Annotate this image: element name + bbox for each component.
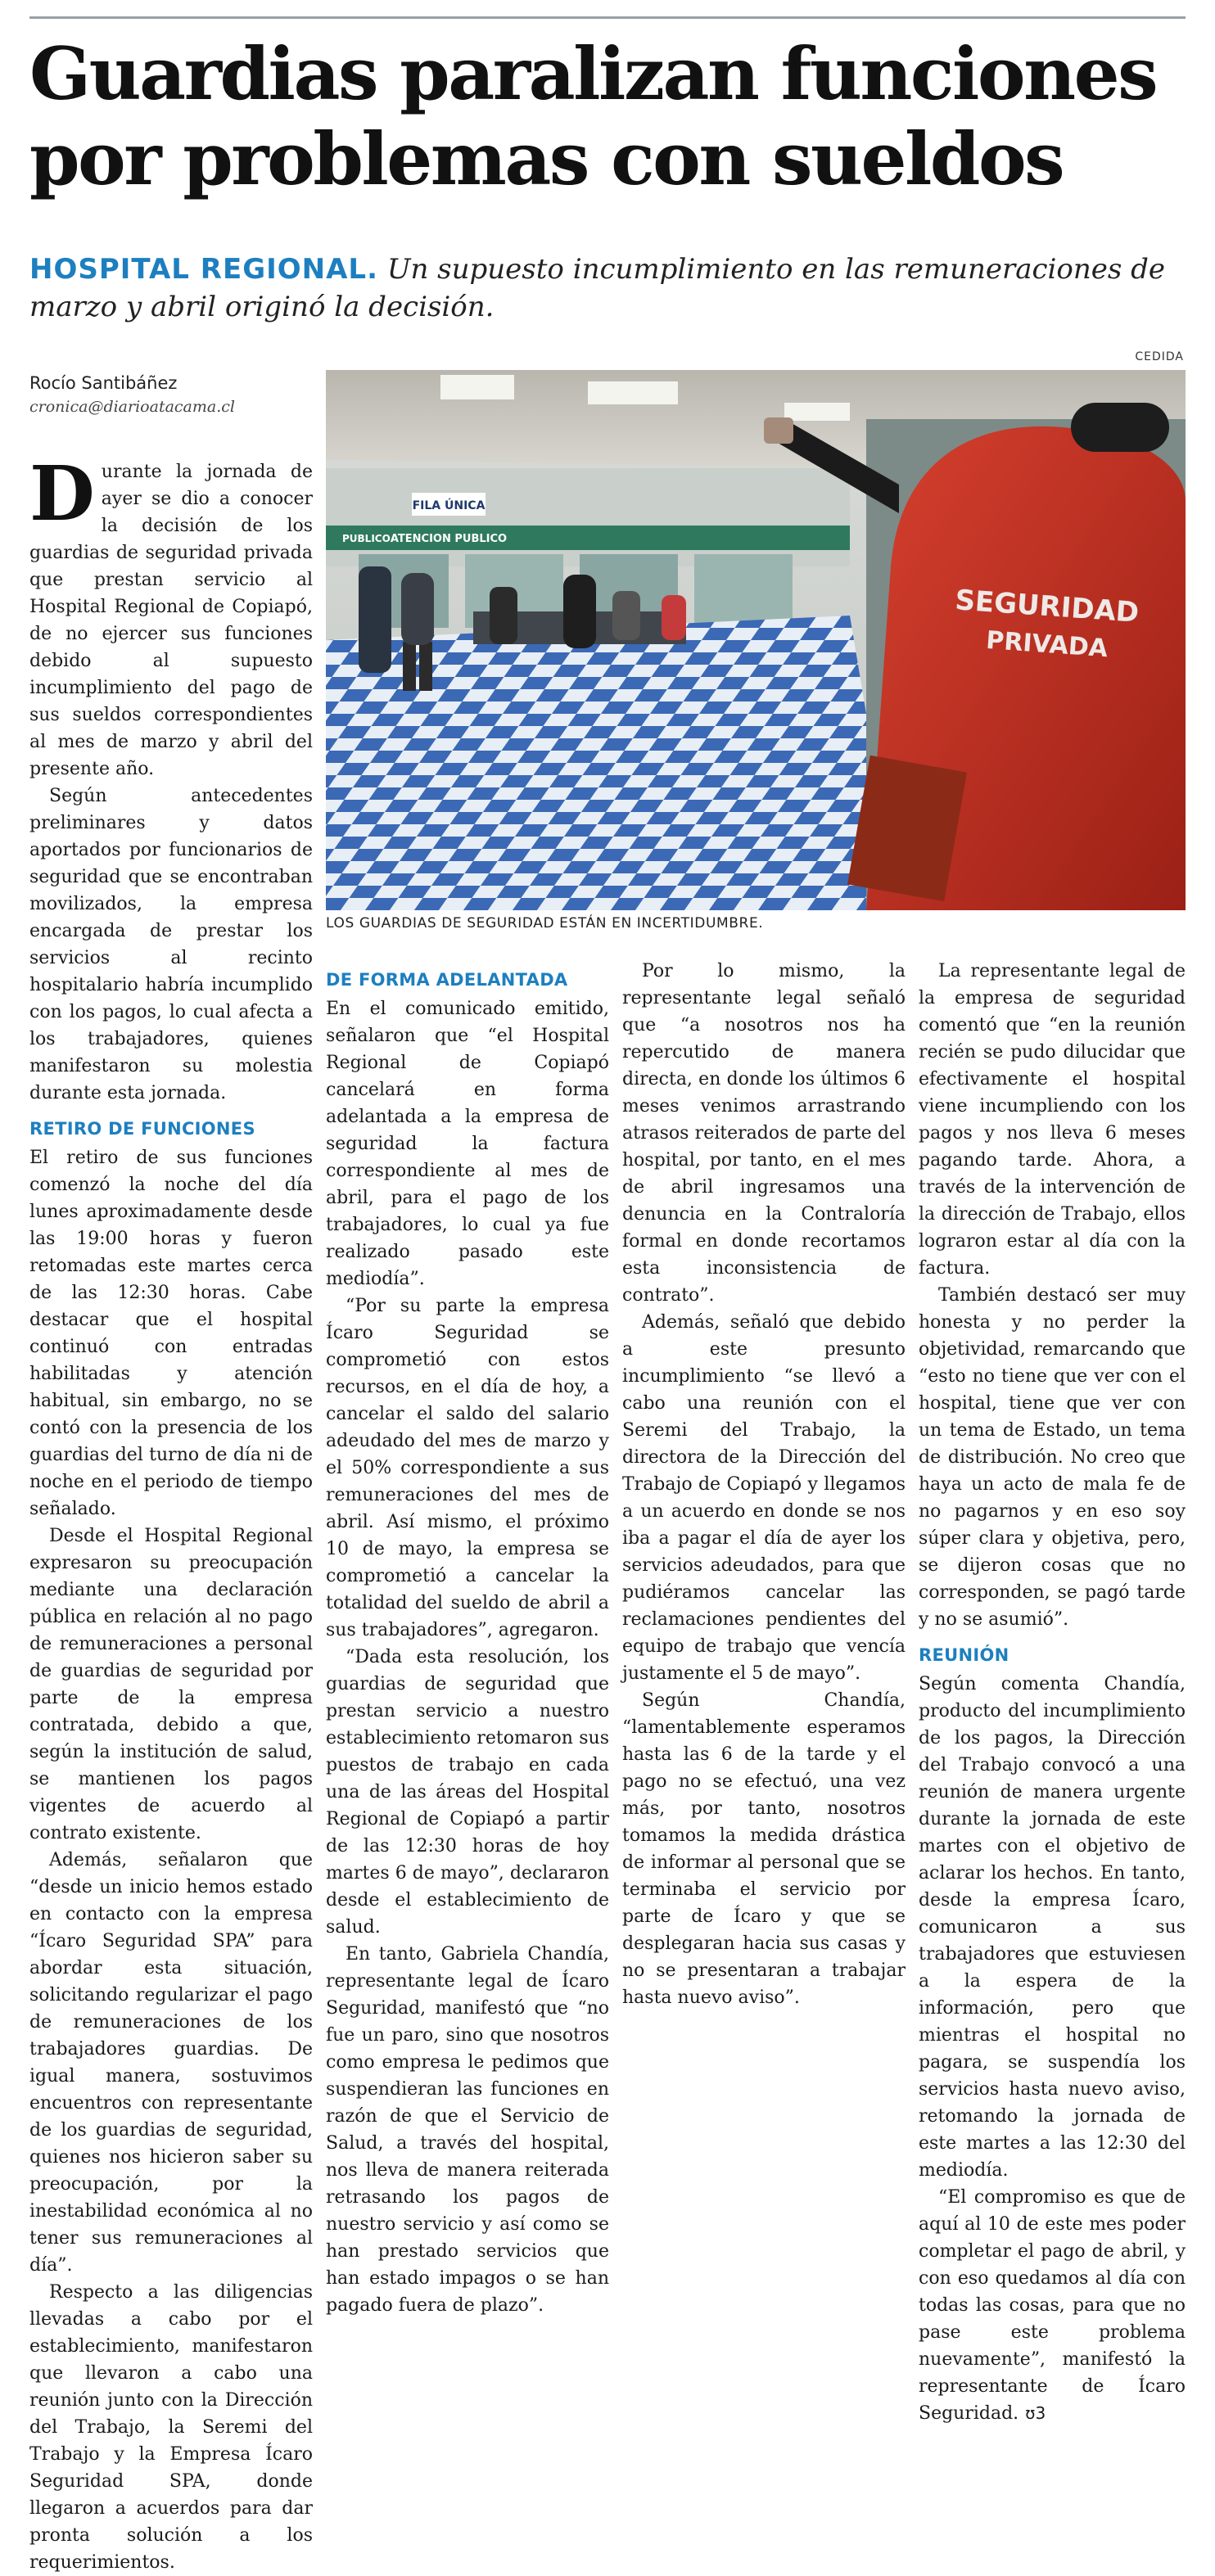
paragraph-12: Además, señaló que debido a este presunto incumplimiento “se llevó a cabo una reunión con el Seremi del Trabajo, la directora de la Dirección del Trabajo de Copiapó y llegamos a un acuerdo en donde se nos iba a pagar el día de ayer los servicios adeudados, para que pudiéramos cancelar las reclamaciones pendientes del equipo de trabajo que vencía justamente el 5 de mayo”. xyxy=(622,1312,906,1684)
paragraph-11: Por lo mismo, la representante legal señaló que “a nosotros nos ha repercutido de manera directa, en donde los últimos 6 meses venimos arrastrando atrasos reiterados de parte del hospital, por tanto, en el mes de abril ingresamos una denuncia en la Contraloría formal en donde recortamos esta inconsistencia de contrato”. xyxy=(622,961,906,1306)
end-mark-icon: ʊ3 xyxy=(1025,2403,1046,2423)
lead-paragraph xyxy=(29,449,313,783)
paragraph-16: Según comenta Chandía, producto del incumplimiento de los pagos, la Dirección del Trabajo convocó a una reunión de manera urgente durante la jornada de este martes con el objetivo de aclarar los hechos. En tanto, desde la empresa Ícaro, comunicaron a sus trabajadores que estuviesen a la espera de la información, pero que mientras el hospital no pagara, se suspendía los servicios hasta nuevo aviso, retomando la jornada de este martes a las 12:30 del mediodía. xyxy=(919,1674,1186,2181)
author-email: cronica@diarioatacama.cl xyxy=(29,398,235,416)
paragraph-15: También destacó ser muy honesta y no perder la objetividad, remarcando que “esto no tiene que ver con el hospital, tiene que ver con un tema de Estado, un tema de distribución. No creo que haya un acto de mala fe de no pagarnos y en eso soy súper clara y objetiva, pero, se dijeron cosas que no corresponden, se pagó tarde y no se asumió”. xyxy=(919,1285,1186,1630)
deck: Un supuesto incumplimiento en las remuneraciones de marzo y abril originó la decisión. xyxy=(29,253,1166,323)
subheadline xyxy=(29,250,1192,326)
paragraph-7: En el comunicado emitido, señalaron que “el Hospital Regional de Copiapó cancelará en forma adelantada a la empresa de seguridad la factura correspondiente al mes de abril, para el pago de los trabajadores, lo cual ya fue realizado pasado este mediodía”. xyxy=(326,999,609,1289)
byline xyxy=(29,373,308,416)
vest-text-line2: PRIVADA xyxy=(985,625,1109,664)
paragraph-8: “Por su parte la empresa Ícaro Seguridad se comprometió con estos recursos, en el día de hoy, a cancelar el saldo del salario adeudado del mes de marzo y el 50% correspondiente a sus remuneraciones del mes de abril. Así mismo, el próximo 10 de mayo, la empresa se comprometió a cancelar la totalidad del sueldo de abril a sus trabajadores”, agregaron. xyxy=(326,1296,609,1640)
column-3 xyxy=(622,958,906,2011)
photo-sign-atencion: ATENCION PUBLICO xyxy=(390,533,508,545)
subheading-adelantada: DE FORMA ADELANTADA xyxy=(326,970,568,990)
paragraph-2: Según antecedentes preliminares y datos aportados por funcionarios de seguridad que se encontraban movilizados, la empresa encargada de prestar los servicios al recinto hospitalario habría incumplido con los pagos, lo cual afecta a los trabajadores, quienes manifestaron su molestia durante esta jornada. xyxy=(29,786,313,1103)
photo-illustration xyxy=(326,370,1186,910)
vest-text-line1: SEGURIDAD xyxy=(954,584,1140,629)
photo-caption: LOS GUARDIAS DE SEGURIDAD ESTÁN EN INCERTIDUMBRE. xyxy=(326,915,764,932)
paragraph-14: La representante legal de la empresa de seguridad comentó que “en la reunión recién se pudo dilucidar que efectivamente el hospital viene incumpliendo con los pagos y nos lleva 6 meses pagando tarde. Ahora, a través de la intervención de la dirección de Trabajo, ellos lograron estar al día con la factura. xyxy=(919,961,1186,1279)
photo-sign-publico: PUBLICO xyxy=(342,533,391,544)
subheading-reunion: REUNIÓN xyxy=(919,1645,1009,1665)
subheading-retiro: RETIRO DE FUNCIONES xyxy=(29,1119,255,1139)
paragraph-17 xyxy=(919,2184,1186,2427)
photo-credit: CEDIDA xyxy=(1135,350,1184,363)
paragraph-9: “Dada esta resolución, los guardias de seguridad que prestan servicio a nuestro establecimiento retomaron sus puestos de trabajo en cada una de las áreas del Hospital Regional de Copiapó a partir de las 12:30 horas de hoy martes 6 de mayo”, declararon desde el establecimiento de salud. xyxy=(326,1647,609,1938)
paragraph-13: Según Chandía, “lamentablemente esperamos hasta las 6 de la tarde y el pago no se efectuó, una vez más, por tanto, nosotros tomamos la medida drástica de informar al personal que se terminaba el servicio por parte de Ícaro y que se desplegaran hacia sus casas y no se presentaran a trabajar hasta nuevo aviso”. xyxy=(622,1690,906,2008)
author-name: Rocío Santibáñez xyxy=(29,373,178,393)
lead-text: urante la jornada de ayer se dio a conocer la decisión de los guardias de seguridad privada que prestan servicio al Hospital Regional de Copiapó, de no ejercer sus funciones debido al supuesto incumplimiento del pago de sus sueldos correspondientes al mes de marzo y abril del presente año. xyxy=(29,462,313,779)
paragraph-3: El retiro de sus funciones comenzó la noche del día lunes aproximadamente desde las 19:00 horas y fueron retomadas este martes cerca de las 12:30 horas. Cabe destacar que el hospital continuó con entradas habilitadas y atención habitual, sin embargo, no se contó con la presencia de los guardias del turno de día ni de noche en el periodo de tiempo señalado. xyxy=(29,1148,313,1519)
headline: Guardias paralizan funciones por problemas con sueldos xyxy=(29,31,1157,201)
article-photo xyxy=(326,370,1186,910)
column-2 xyxy=(326,958,609,2319)
paragraph-17-text: “El compromiso es que de aquí al 10 de este mes poder completar el pago de abril, y con eso quedamos al día con todas las cosas, para que no pase este problema nuevamente”, manifestó la representante de Ícaro Seguridad. xyxy=(919,2187,1186,2424)
paragraph-10: En tanto, Gabriela Chandía, representante legal de Ícaro Seguridad, manifestó que “no fue un paro, sino que nosotros como empresa le pedimos que suspendieran las funciones en razón de que el Servicio de Salud, a través del hospital, nos lleva de manera reiterada retrasando los pagos de nuestro servicio y así como se han prestado servicios que han estado impagos o se han pagado fuera de plazo”. xyxy=(326,1944,609,2316)
paragraph-6: Respecto a las diligencias llevadas a cabo por el establecimiento, manifestaron que llevaron a cabo una reunión junto con la Dirección del Trabajo, la Seremi del Trabajo y la Empresa Ícaro Seguridad SPA, donde llegaron a acuerdos para dar pronta solución a los requerimientos. xyxy=(29,2282,313,2573)
paragraph-5: Además, señalaron que “desde un inicio hemos estado en contacto con la empresa “Ícaro Seguridad SPA” para abordar esta situación, solicitando regularizar el pago de remuneraciones de los trabajadores guardias. De igual manera, sostuvimos encuentros con representante de los guardias de seguridad, quienes nos hicieron saber su preocupación, por la inestabilidad económica al no tener sus remuneraciones al día”. xyxy=(29,1850,313,2276)
top-rule xyxy=(29,16,1186,19)
kicker: HOSPITAL REGIONAL. xyxy=(29,253,378,286)
drop-cap: D xyxy=(29,449,95,538)
column-4 xyxy=(919,958,1186,2427)
paragraph-4: Desde el Hospital Regional expresaron su preocupación mediante una declaración pública en relación al no pago de remuneraciones a personal de guardias de seguridad por parte de la empresa contratada, debido a que, según la institución de salud, se mantienen los pagos vigentes de acuerdo al contrato existente. xyxy=(29,1526,313,1843)
photo-sign-fila: FILA ÚNICA xyxy=(412,499,486,512)
column-1-top xyxy=(29,449,313,2576)
